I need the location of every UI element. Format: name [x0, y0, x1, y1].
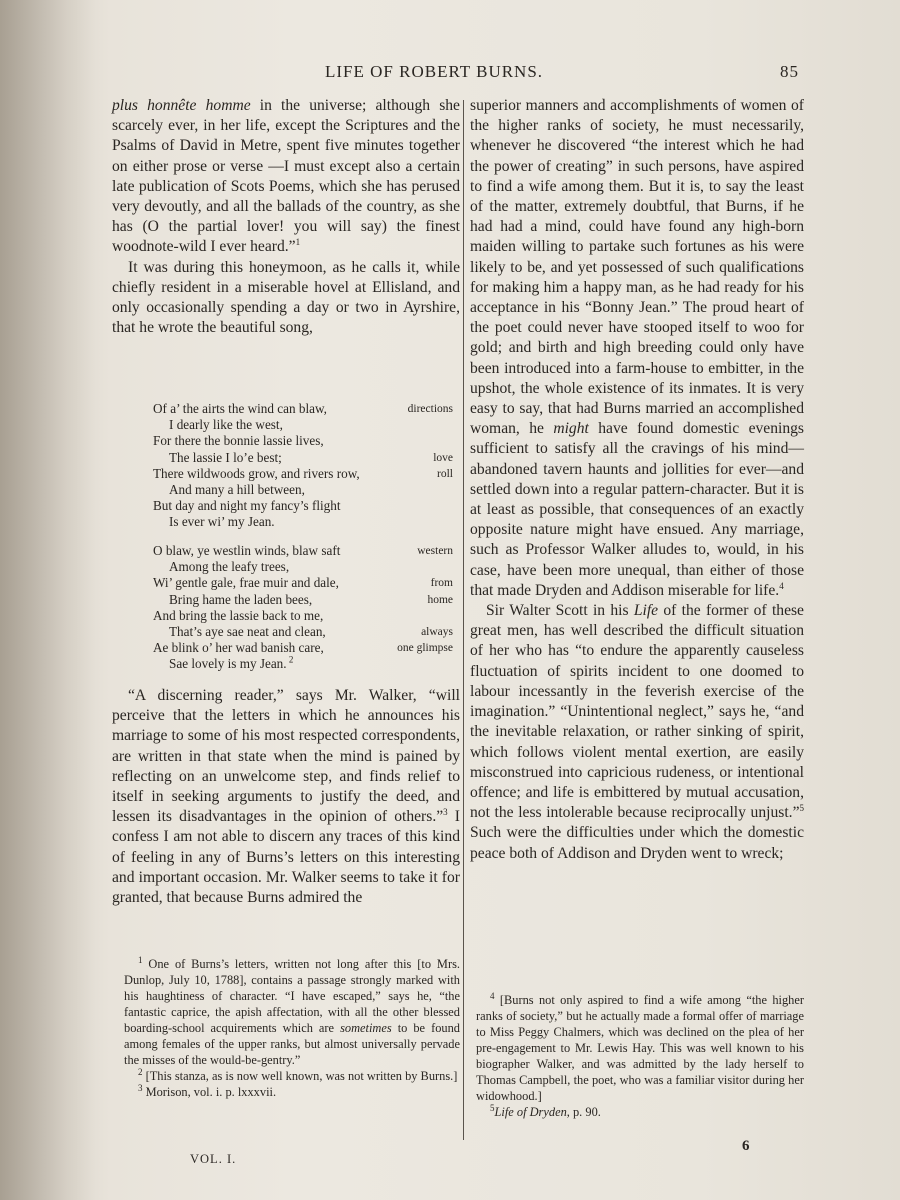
poem-line-text: Of a’ the airts the wind can blaw,: [153, 401, 327, 416]
footnote-5-italic: Life of Dryden: [494, 1105, 567, 1119]
poem-line: [153, 608, 455, 624]
poem-gloss: always: [421, 625, 453, 638]
footnote-1-text-b: to be found among females of the upper ranks, but almost universally pervade the misses of the would-be-gentry.”: [124, 1021, 460, 1067]
poem-line-text: Is ever wi’ my Jean.: [169, 514, 275, 530]
right-column: [470, 96, 804, 864]
footnote-1: [124, 956, 460, 1068]
poem-line-text: That’s aye sae neat and clean,: [169, 623, 326, 639]
right-p1-text-b: have found domestic evenings sufficient to satisfy all the cravings of his mind—abandoned tavern haunts and jollities for ever—and settled down into a regular pattern-character. But it is at least as possible, that consequences of an exactly opposite nature might have ensued. Any marriage, such as Professor Walker alludes to, would, in his case, have been more unequal, than either of those that made Dryden and Addison miserable for life.: [470, 420, 804, 599]
poem-line-text: Sae lovely is my Jean.: [169, 656, 287, 672]
right-p2-text-a: Sir Walter Scott in his: [486, 602, 634, 620]
running-title: LIFE OF ROBERT BURNS.: [325, 62, 544, 81]
left-column-lower: [112, 686, 460, 908]
page-number: 85: [780, 62, 799, 81]
poem-line: [153, 514, 455, 530]
right-footnotes: [476, 992, 804, 1120]
footnote-2-number: 2: [138, 1066, 143, 1077]
poem-gloss: love: [433, 451, 453, 464]
poem-gloss: one glimpse: [397, 642, 453, 655]
poem-stanza-2: [153, 543, 455, 673]
left-p1-text: in the universe; although she scarcely ever, in her life, except the Scriptures and the Psalms of David in Metre, spent five minutes together on either prose or verse —I must except also a certain late publication of Scots Poems, which she has perused very devoutly, and all the ballads of the country, as she has (O the partial lover! you will say) the finest woodnote-wild I ever heard.”: [112, 97, 460, 256]
right-p1-italic: might: [553, 420, 589, 438]
left-p1-italic: plus honnête homme: [112, 97, 251, 114]
poem-stanza-1: [153, 401, 455, 531]
left-p3-text: I confess I am not able to discern any traces of this kind of feeling in any of Burns’s letters on this interesting and important occasion. Mr. Walker seems to take it for granted, that because Burns admired the: [112, 808, 461, 907]
footnote-2-text: [This stanza, as is now well known, was not written by Burns.]: [142, 1069, 458, 1083]
right-p2-text-c: Such were the difficulties under which the domestic peace both of Addison and Dryden went to wreck;: [470, 824, 804, 862]
left-paragraph-2: It was during this honeymoon, as he calls it, while chiefly resident in a miserable hovel at Ellisland, and only occasionally spending a day or two in Ayrshire, that he wrote the beautiful song,: [112, 258, 460, 337]
poem-line-text: And many a hill between,: [169, 481, 305, 497]
poem-line: [153, 656, 455, 672]
footnote-2: [124, 1068, 460, 1084]
footnote-3-number: 3: [138, 1082, 143, 1093]
footnote-5-text: , p. 90.: [566, 1105, 601, 1119]
footnote-5-number: 5: [490, 1102, 495, 1113]
poem-gloss: from: [430, 577, 453, 590]
poem-line: [153, 575, 455, 591]
poem-line: [153, 450, 455, 466]
footnote-1-number: 1: [138, 954, 143, 965]
poem-gloss: western: [417, 545, 453, 557]
footnote-ref-4: 4: [779, 580, 784, 591]
poem-gloss: roll: [437, 467, 453, 480]
left-paragraph-3: [112, 686, 460, 908]
footnote-4: [476, 992, 804, 1104]
right-p2-text-b: of the former of these great men, has well described the difficult situation of her who has “to endure the apparently causeless fluctuation of spirits incident to one doomed to labour incessantly in the feverish exercise of the imagination.” “Unintentional neglect,” says he, “and the inevitable relaxation, or rather sinking of spirit, which follows violent mental exertion, are easily misconstrued into capricious rudeness, or intentional offence; and life is embittered by mutual accusation, not the less intolerable because reciprocally unjust.”: [470, 602, 804, 822]
poem-line: [153, 624, 455, 640]
footnote-1-italic: sometimes: [340, 1021, 392, 1035]
poem-line-text: Ae blink o’ her wad banish care,: [153, 640, 324, 656]
footnote-ref-2: 2: [286, 654, 294, 665]
poem-line: [153, 466, 455, 482]
poem-line: [153, 498, 455, 514]
footnote-ref-5: 5: [799, 802, 804, 813]
footnote-4-number: 4: [490, 990, 495, 1001]
poem-gloss: directions: [407, 403, 453, 415]
footnote-3: [124, 1084, 460, 1100]
right-p1-text-a: superior manners and accomplishments of women of the higher ranks of society, he must necessarily, whenever he discovered “the interest which he had the power of creating” in such persons, have aspired to find a wife among them. But it is, to say the least of the matter, extremely doubtful, that Burns, if he had had a mind, could have found any high-born maiden willing to partake such fortunes as his were likely to be, and yet possessed of such qualifications for making him a happy man, as he had ready for his acceptance in his “Bonny Jean.” The proud heart of the poet could never have stooped itself to woo for gold; and birth and high breeding could only have been introduced into a farm-house to embitter, in the upshot, the whole existence of its inmates. It is very easy to say, that had Burns married an accomplished woman, he: [470, 97, 804, 438]
poem-line-text: The lassie I lo’e best;: [169, 449, 282, 465]
poem-line: [153, 433, 455, 449]
poem-line: [153, 640, 455, 656]
left-footnotes: [124, 956, 460, 1100]
column-divider: [463, 100, 464, 1140]
right-paragraph-1: [470, 96, 804, 601]
poem-line: [153, 401, 455, 417]
sheet-signature: 6: [742, 1138, 750, 1154]
footnote-ref-3: 3: [443, 807, 448, 818]
poem-line-text: I dearly like the west,: [169, 417, 283, 433]
poem-line: [153, 417, 455, 433]
footnote-5: [476, 1104, 804, 1120]
poem-line-text: And bring the lassie back to me,: [153, 607, 324, 623]
footnote-ref-1: 1: [295, 237, 301, 248]
left-p3-quote: “A discerning reader,” says Mr. Walker, “will perceive that the letters in which he announces his marriage to some of his most respected correspondents, are written in that state when the mind is pained by reflecting on an unwelcome step, and finds relief to itself in seeking arguments to justify the deed, and lessen its disadvantages in the opinion of others.”: [112, 687, 460, 826]
poem-line-text: For there the bonnie lassie lives,: [153, 433, 324, 449]
poem-line-text: There wildwoods grow, and rivers row,: [153, 465, 360, 481]
left-column: [112, 96, 460, 338]
poem-line-text: Bring hame the laden bees,: [169, 591, 313, 607]
page-gutter-shadow: [0, 0, 95, 1200]
poem-gloss: home: [427, 593, 453, 606]
footnote-4-text: [Burns not only aspired to find a wife among “the higher ranks of society,” but he actually made a formal offer of marriage to Miss Peggy Chalmers, which was declined on the plea of her pre-engagement to Mr. Lewis Hay. This was well known to his biographer Walker, and was admitted by the lady herself to Thomas Campbell, the poet, who was a familiar visitor during her widowhood.]: [476, 993, 804, 1103]
poem-line: [153, 559, 455, 575]
poem-line-text: O blaw, ye westlin winds, blaw saft: [153, 543, 341, 558]
poem-line-text: Among the leafy trees,: [169, 559, 290, 575]
poem-line-text: But day and night my fancy’s flight: [153, 498, 341, 514]
right-paragraph-2: [470, 601, 804, 864]
poem-line: [153, 592, 455, 608]
poem-line: [153, 482, 455, 498]
poem-line: [153, 543, 455, 559]
right-p2-italic: Life: [633, 602, 659, 620]
left-paragraph-1: [112, 96, 460, 258]
poem-line-text: Wi’ gentle gale, frae muir and dale,: [153, 575, 339, 591]
footnote-1-text-a: One of Burns’s letters, written not long after this [to Mrs. Dunlop, July 10, 1788], contains a passage strongly marked with his haughtiness of character. “I have escaped,” says he, “the fantastic caprice, the apish affectation, with all the other blessed boarding-school acquirements which are: [124, 957, 460, 1035]
footnote-3-text: Morison, vol. i. p. lxxxvii.: [142, 1085, 277, 1099]
volume-signature: VOL. I.: [190, 1152, 237, 1166]
